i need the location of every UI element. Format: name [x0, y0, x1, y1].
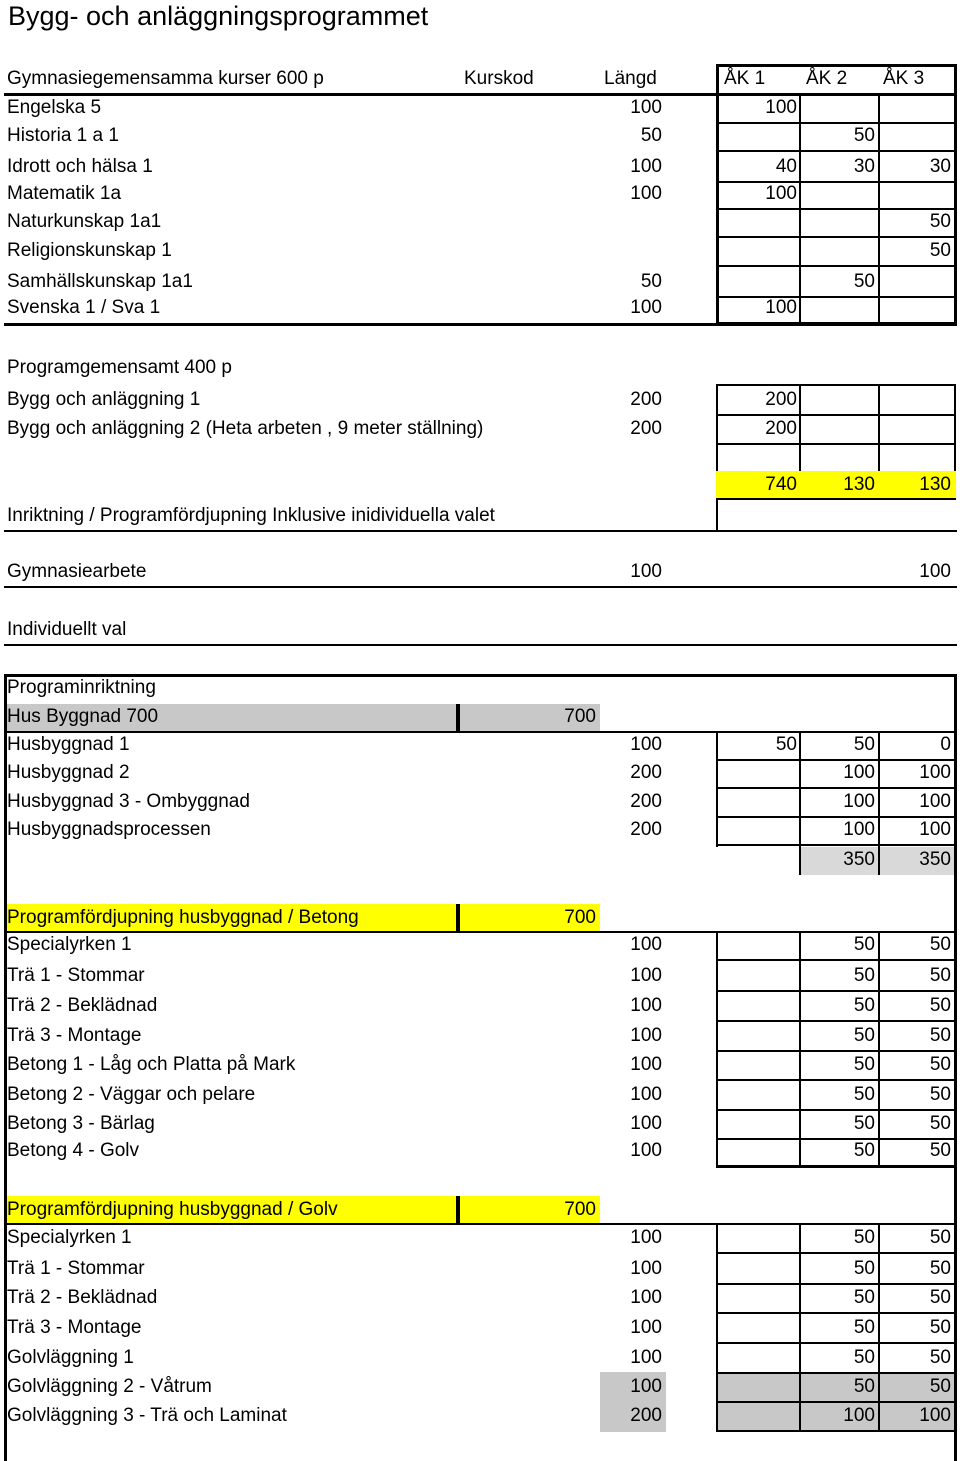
course-name: Husbyggnad 2: [7, 762, 130, 783]
golv-ak-frame: [716, 1223, 954, 1432]
course-length: 100: [630, 1347, 662, 1368]
course-ak2: 50: [853, 1258, 875, 1279]
course-name: Naturkunskap 1a1: [7, 211, 162, 232]
course-ak3: 50: [929, 1113, 951, 1134]
ak-frame-right: [954, 64, 957, 326]
course-name: Husbyggnad 3 - Ombyggnad: [7, 791, 250, 812]
course-ak3: 100: [919, 1405, 951, 1426]
golv-header: Programfördjupning husbyggnad / Golv: [7, 1199, 338, 1220]
course-ak3: 50: [929, 1287, 951, 1308]
pi-total-ak2: 350: [843, 849, 875, 870]
course-name: Trä 2 - Beklädnad: [7, 1287, 158, 1308]
course-length: 200: [630, 762, 662, 783]
course-length: 200: [630, 791, 662, 812]
course-ak2: 50: [853, 271, 875, 292]
course-ak2: 50: [853, 1376, 875, 1397]
course-length: 200: [630, 418, 662, 439]
course-ak3: 50: [929, 1376, 951, 1397]
course-length: 100: [630, 1317, 662, 1338]
course-ak1: 100: [765, 297, 797, 318]
individuellt-rule: [4, 644, 957, 646]
course-ak2: 50: [853, 934, 875, 955]
course-name: Golvläggning 2 - Våtrum: [7, 1376, 212, 1397]
course-ak2: 50: [853, 1054, 875, 1075]
course-name: Samhällskunskap 1a1: [7, 271, 193, 292]
prog-hrule-1: [716, 414, 956, 416]
course-length: 100: [630, 1084, 662, 1105]
col-header-kurskod: Kurskod: [464, 68, 534, 89]
hus-byggnad-divider: [456, 704, 460, 731]
course-length: 100: [630, 1258, 662, 1279]
pi-total-ak3: 350: [919, 849, 951, 870]
col-header-langd: Längd: [604, 68, 657, 89]
course-ak1: 100: [765, 183, 797, 204]
ak-column-divider: [799, 96, 801, 325]
course-ak2: 50: [853, 1287, 875, 1308]
course-length: 50: [640, 125, 662, 146]
course-length: 100: [630, 995, 662, 1016]
inriktning-label: Inriktning / Programfördjupning Inklusive inidividuella valet: [7, 505, 495, 526]
prog-total-ak2: 130: [843, 474, 875, 495]
course-ak2: 50: [853, 1084, 875, 1105]
course-length: 100: [630, 1113, 662, 1134]
course-length: 100: [630, 156, 662, 177]
course-ak2: 100: [843, 1405, 875, 1426]
course-ak2: 50: [853, 125, 875, 146]
course-name: Betong 3 - Bärlag: [7, 1113, 155, 1134]
course-name: Betong 2 - Väggar och pelare: [7, 1084, 256, 1105]
gymnasiearbete-rule: [4, 586, 957, 588]
course-length: 200: [630, 1405, 662, 1426]
prog-hrule-2: [716, 443, 956, 445]
course-name: Bygg och anläggning 1: [7, 389, 201, 410]
course-ak3: 50: [929, 240, 951, 261]
course-ak3: 50: [929, 1258, 951, 1279]
course-ak2: 50: [853, 965, 875, 986]
course-name: Trä 1 - Stommar: [7, 965, 145, 986]
course-length: 100: [630, 1227, 662, 1248]
course-name: Specialyrken 1: [7, 934, 132, 955]
hus-byggnad-label: Hus Byggnad 700: [7, 706, 159, 727]
course-ak3: 50: [929, 211, 951, 232]
ak-frame-top: [716, 64, 957, 67]
course-length: 100: [630, 1054, 662, 1075]
course-ak3: 30: [929, 156, 951, 177]
course-ak2: 30: [853, 156, 875, 177]
course-name: Betong 1 - Låg och Platta på Mark: [7, 1054, 296, 1075]
course-ak2: 50: [853, 734, 875, 755]
course-ak2: 100: [843, 791, 875, 812]
course-ak3: 50: [929, 965, 951, 986]
betong-divider-2: [878, 931, 880, 1168]
course-ak2: 50: [853, 1140, 875, 1161]
course-name: Religionskunskap 1: [7, 240, 172, 261]
course-length: 100: [630, 1025, 662, 1046]
betong-header: Programfördjupning husbyggnad / Betong: [7, 907, 359, 928]
course-ak2: 100: [843, 819, 875, 840]
col-header-ak1: ÅK 1: [724, 68, 766, 89]
course-name: Husbyggnadsprocessen: [7, 819, 211, 840]
course-name: Historia 1 a 1: [7, 125, 119, 146]
gymnasiearbete-ak3: 100: [919, 561, 951, 582]
course-name: Idrott och hälsa 1: [7, 156, 153, 177]
course-ak1: 200: [765, 418, 797, 439]
golv-value: 700: [564, 1199, 596, 1220]
prog-frame-tail: [716, 500, 718, 532]
course-name: Trä 2 - Beklädnad: [7, 995, 158, 1016]
course-ak3: 100: [919, 791, 951, 812]
course-ak1: 200: [765, 389, 797, 410]
course-length: 100: [630, 965, 662, 986]
course-length: 100: [630, 1287, 662, 1308]
golv-divider-2: [878, 1223, 880, 1432]
course-length: 100: [630, 934, 662, 955]
section-header-gym: Gymnasiegemensamma kurser 600 p: [7, 68, 324, 89]
course-name: Trä 3 - Montage: [7, 1025, 142, 1046]
course-ak3: 50: [929, 1054, 951, 1075]
course-ak3: 50: [929, 934, 951, 955]
course-ak3: 50: [929, 1227, 951, 1248]
ak-column-divider: [878, 96, 880, 325]
golv-divider-1: [799, 1223, 801, 1432]
course-ak2: 50: [853, 1317, 875, 1338]
course-length: 100: [630, 183, 662, 204]
course-ak3: 50: [929, 1025, 951, 1046]
gymnasiearbete-length: 100: [630, 561, 662, 582]
course-ak1: 50: [775, 734, 797, 755]
individuellt-val-label: Individuellt val: [7, 619, 127, 640]
course-ak3: 100: [919, 762, 951, 783]
course-ak1: 100: [765, 97, 797, 118]
course-length: 200: [630, 389, 662, 410]
prog-total-ak3: 130: [919, 474, 951, 495]
hus-byggnad-value: 700: [564, 706, 596, 727]
course-name: Golvläggning 1: [7, 1347, 134, 1368]
col-header-ak2: ÅK 2: [806, 68, 848, 89]
course-length: 100: [630, 1376, 662, 1397]
header-rule: [4, 93, 957, 96]
course-ak2: 100: [843, 762, 875, 783]
course-length: 200: [630, 819, 662, 840]
course-ak3: 50: [929, 995, 951, 1016]
ak-row-rule: [716, 150, 956, 152]
ak-row-rule: [716, 236, 956, 238]
course-length: 100: [630, 97, 662, 118]
course-length: 100: [630, 1140, 662, 1161]
prog-ak-frame: [716, 384, 956, 473]
course-ak3: 100: [919, 819, 951, 840]
course-ak1: 40: [775, 156, 797, 177]
course-name: Matematik 1a: [7, 183, 122, 204]
course-name: Trä 3 - Montage: [7, 1317, 142, 1338]
course-ak3: 50: [929, 1347, 951, 1368]
course-name: Golvläggning 3 - Trä och Laminat: [7, 1405, 287, 1426]
course-name: Bygg och anläggning 2 (Heta arbeten , 9 meter ställning): [7, 418, 484, 439]
course-ak2: 50: [853, 1025, 875, 1046]
pi-ak-frame: [716, 731, 954, 847]
section-header-prog: Programgemensamt 400 p: [7, 357, 232, 378]
gymnasiearbete-label: Gymnasiearbete: [7, 561, 147, 582]
inriktning-rule: [4, 530, 957, 532]
course-name: Svenska 1 / Sva 1: [7, 297, 161, 318]
course-name: Trä 1 - Stommar: [7, 1258, 145, 1279]
course-name: Betong 4 - Golv: [7, 1140, 140, 1161]
prog-divider-2: [878, 384, 880, 473]
col-header-ak3: ÅK 3: [883, 68, 925, 89]
programinriktning-header: Programinriktning: [7, 677, 156, 698]
course-ak2: 50: [853, 1347, 875, 1368]
prog-divider-1: [799, 384, 801, 473]
betong-divider-1: [799, 931, 801, 1168]
course-ak3: 0: [940, 734, 951, 755]
course-ak3: 50: [929, 1317, 951, 1338]
betong-ak-frame: [716, 931, 954, 1168]
page-title: Bygg- och anläggningsprogrammet: [8, 1, 429, 31]
course-length: 100: [630, 297, 662, 318]
golv-divider: [456, 1196, 460, 1223]
course-ak3: 50: [929, 1140, 951, 1161]
course-ak3: 50: [929, 1084, 951, 1105]
ak-row-rule: [716, 265, 956, 267]
betong-value: 700: [564, 907, 596, 928]
course-name: Specialyrken 1: [7, 1227, 132, 1248]
course-length: 50: [640, 271, 662, 292]
course-length: 100: [630, 734, 662, 755]
course-name: Engelska 5: [7, 97, 102, 118]
course-ak2: 50: [853, 995, 875, 1016]
ak-row-rule: [716, 322, 956, 324]
course-ak2: 50: [853, 1113, 875, 1134]
prog-total-ak1: 740: [765, 474, 797, 495]
course-name: Husbyggnad 1: [7, 734, 130, 755]
course-ak2: 50: [853, 1227, 875, 1248]
betong-divider: [456, 904, 460, 931]
